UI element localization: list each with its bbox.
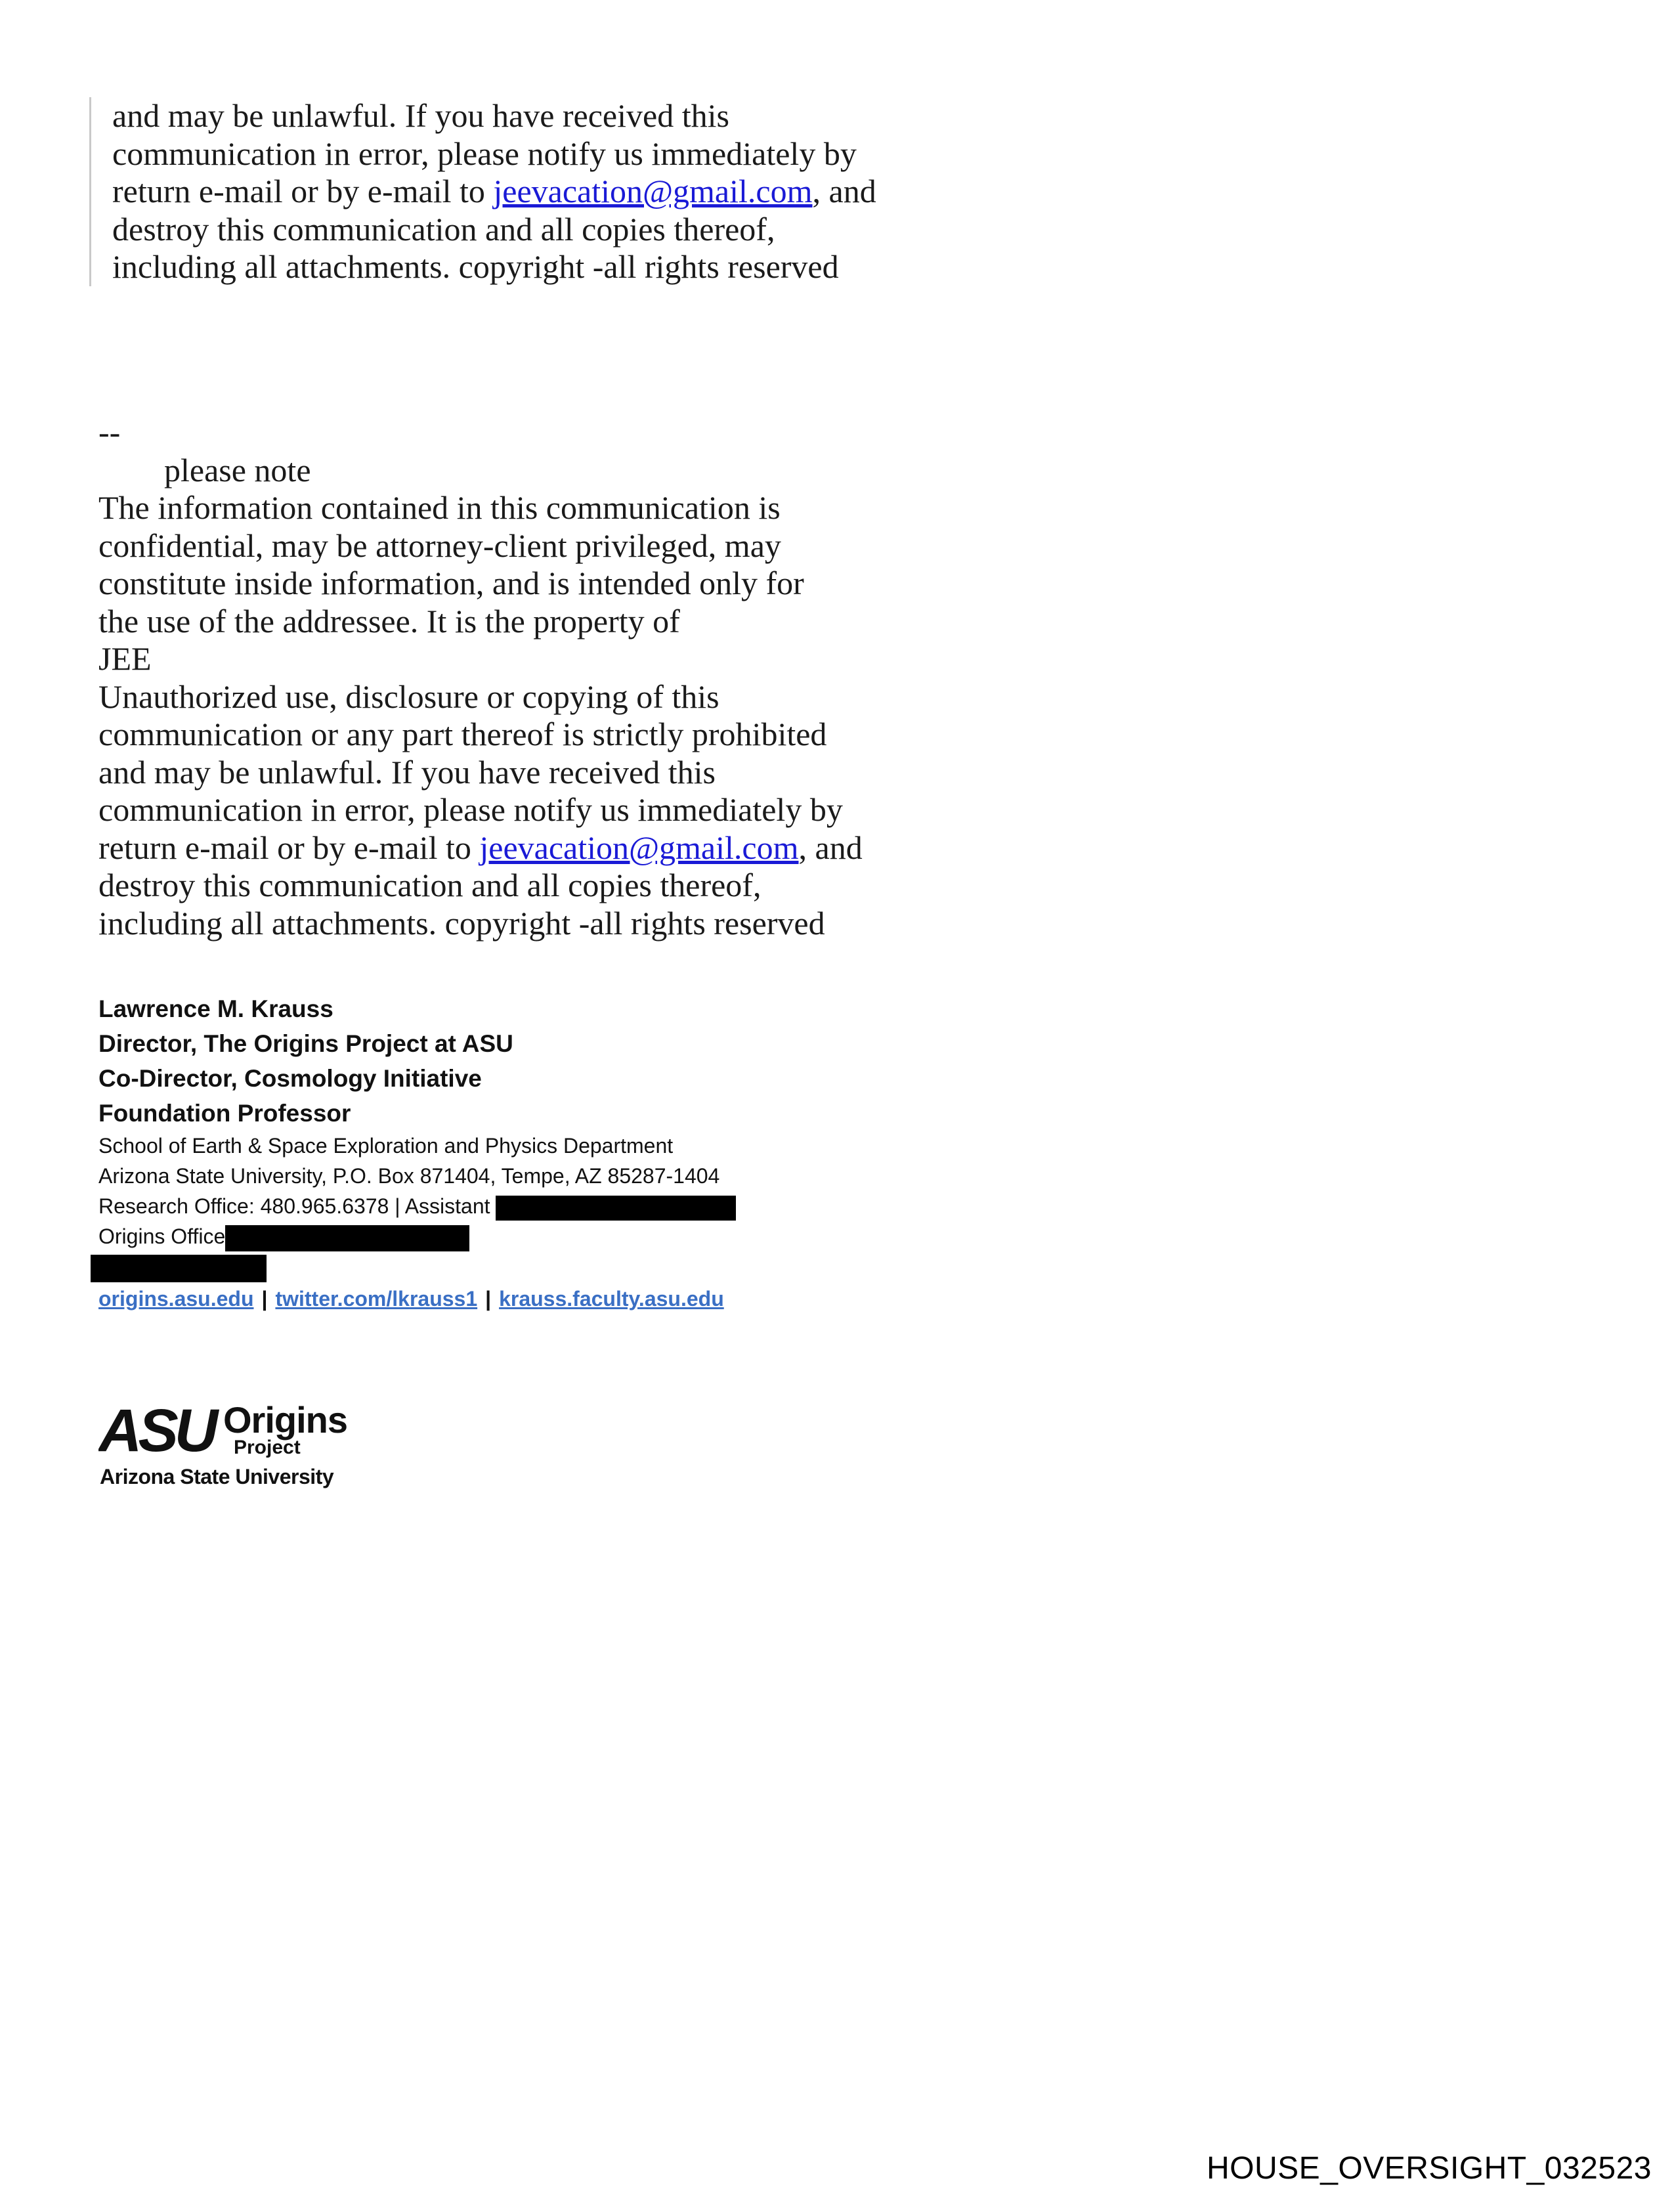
faculty-link[interactable]: krauss.faculty.asu.edu — [499, 1286, 724, 1311]
quoted-line-text: return e-mail or by e-mail to — [112, 173, 494, 209]
disclaimer-line-text: , and — [798, 829, 863, 866]
disclaimer-block — [98, 414, 952, 942]
document-id: HOUSE_OVERSIGHT_032523 — [1207, 2151, 1652, 2186]
quoted-line: destroy this communication and all copies thereof, — [112, 210, 775, 248]
signature-origins-office — [98, 1221, 952, 1251]
signature-address: Arizona State University, P.O. Box 871404, Tempe, AZ 85287-1404 — [98, 1164, 720, 1188]
quoted-line-text: , and — [812, 173, 876, 209]
quoted-line — [112, 173, 966, 211]
redaction-block — [225, 1225, 469, 1251]
origins-office-label: Origins Office — [98, 1225, 226, 1248]
disclaimer-line: communication or any part thereof is strictly prohibited — [98, 716, 827, 752]
disclaimer-line: Unauthorized use, disclosure or copying of this — [98, 678, 719, 715]
signature-title: Co-Director, Cosmology Initiative — [98, 1065, 482, 1092]
signature-links — [98, 1284, 952, 1314]
signature-name: Lawrence M. Krauss — [98, 995, 333, 1022]
redaction-block — [496, 1196, 736, 1221]
disclaimer-line: confidential, may be attorney-client privileged, may — [98, 527, 781, 564]
quoted-line: and may be unlawful. If you have received this — [112, 97, 729, 134]
signature-separator: -- — [98, 414, 121, 450]
disclaimer-line — [98, 829, 952, 867]
disclaimer-line: communication in error, please notify us immediately by — [98, 791, 843, 828]
logo-origins-text: Origins — [223, 1399, 348, 1441]
disclaimer-line: and may be unlawful. If you have received this — [98, 753, 716, 791]
redaction-block — [91, 1255, 267, 1282]
logo-asu-text: ASU — [98, 1397, 215, 1464]
disclaimer-line: including all attachments. copyright -all rights reserved — [98, 904, 825, 942]
twitter-link[interactable]: twitter.com/lkrauss1 — [275, 1286, 478, 1311]
quoted-line: communication in error, please notify us immediately by — [112, 135, 857, 172]
phone-text: Research Office: 480.965.6378 | Assistant — [98, 1194, 496, 1218]
please-note: please note — [164, 451, 311, 488]
signature-title: Foundation Professor — [98, 1100, 351, 1127]
signature-redacted-line — [91, 1251, 944, 1282]
disclaimer-line: The information contained in this communication is — [98, 489, 781, 526]
disclaimer-line: destroy this communication and all copies thereof, — [98, 867, 762, 903]
disclaimer-line: constitute inside information, and is intended only for — [98, 565, 804, 601]
quoted-reply-block — [89, 97, 966, 286]
disclaimer-line: JEE — [98, 640, 152, 677]
email-link[interactable]: jeevacation@gmail.com — [493, 173, 813, 209]
disclaimer-line: the use of the addressee. It is the property of — [98, 602, 680, 640]
link-separator: | — [261, 1286, 268, 1311]
signature-title: Director, The Origins Project at ASU — [98, 1030, 513, 1057]
link-separator: | — [485, 1286, 492, 1311]
logo-university-text: Arizona State University — [100, 1465, 334, 1488]
email-signature — [98, 991, 952, 1314]
signature-phone-line — [98, 1191, 952, 1221]
logo-project-text: Project — [234, 1437, 301, 1458]
email-link[interactable]: jeevacation@gmail.com — [479, 829, 799, 866]
asu-origins-logo — [98, 1392, 361, 1490]
quoted-line: including all attachments. copyright -all rights reserved — [112, 248, 839, 285]
signature-department: School of Earth & Space Exploration and Physics Department — [98, 1134, 674, 1158]
origins-link[interactable]: origins.asu.edu — [98, 1286, 254, 1311]
disclaimer-line-text: return e-mail or by e-mail to — [98, 829, 480, 866]
